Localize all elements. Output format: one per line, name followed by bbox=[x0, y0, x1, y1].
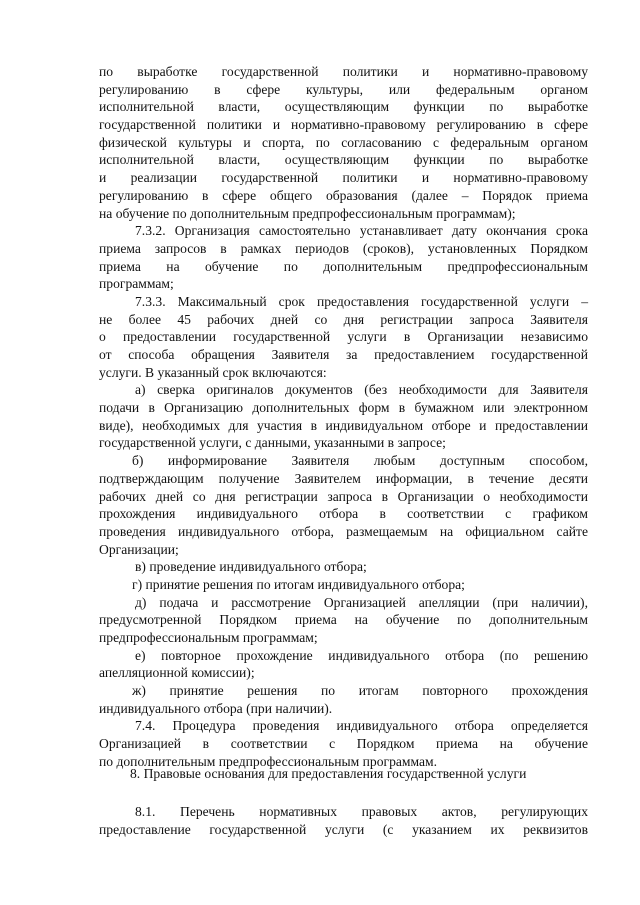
text-line: приема на обучение по дополнительным предпрофессиональным bbox=[99, 258, 588, 274]
text-line: 7.3.3. Максимальный срок предоставления государственной услуги – bbox=[135, 293, 588, 309]
text-line: регулированию в сфере культуры, или федеральным органом bbox=[99, 81, 588, 97]
text-line: государственной политики и нормативно-правовому регулированию в сфере bbox=[99, 117, 588, 133]
text-line: подтверждающим получение Заявителем информации, в течение десяти bbox=[99, 470, 588, 486]
text-line: о предоставлении государственной услуги в Организации независимо bbox=[99, 329, 588, 345]
text-line: от способа обращения Заявителя за предоставлением государственной bbox=[99, 347, 588, 362]
text-line: 7.4. Процедура проведения индивидуального отбора определяется bbox=[135, 718, 588, 734]
text-line: на обучение по дополнительным предпрофессиональным программам); bbox=[99, 205, 516, 221]
text-line: г) принятие решения по итогам индивидуального отбора; bbox=[132, 576, 465, 592]
text-line: предоставление государственной услуги (с указанием их реквизитов bbox=[99, 821, 588, 837]
text-line: государственной услуги, с данными, указанными в запросе; bbox=[99, 435, 446, 451]
text-line: исполнительной власти, осуществляющим функции по выработке bbox=[99, 99, 588, 115]
section-body-text bbox=[99, 803, 588, 838]
text-line: Организацией в соответствии с Порядком приема на обучение bbox=[99, 736, 588, 752]
text-line: е) повторное прохождение индивидуального отбора (по решению bbox=[135, 647, 588, 663]
text-line: исполнительной власти, осуществляющим функции по выработке bbox=[99, 152, 588, 168]
section-heading: 8. Правовые основания для предоставления государственной услуги bbox=[130, 766, 527, 781]
text-line: проведения индивидуального отбора, размещаемым на официальном сайте bbox=[99, 523, 588, 539]
text-line: д) подача и рассмотрение Организацией апелляции (при наличии), bbox=[135, 594, 588, 610]
text-line: предусмотренной Порядком приема на обучение по дополнительным bbox=[99, 612, 588, 628]
text-line: по выработке государственной политики и нормативно-правовому bbox=[99, 64, 588, 79]
body-text bbox=[99, 63, 588, 771]
text-line: не более 45 рабочих дней со дня регистрации запроса Заявителя bbox=[99, 311, 588, 327]
text-line: программам; bbox=[99, 276, 174, 292]
text-line: физической культуры и спорта, по согласованию с федеральным органом bbox=[99, 134, 588, 150]
text-line: а) сверка оригиналов документов (без необходимости для Заявителя bbox=[135, 382, 588, 398]
text-line: индивидуального отбора (при наличии). bbox=[99, 700, 333, 716]
text-line: 7.3.2. Организация самостоятельно устанавливает дату окончания срока bbox=[135, 223, 588, 239]
text-line: Организации; bbox=[99, 541, 179, 557]
text-line: услуги. В указанный срок включаются: bbox=[99, 364, 327, 380]
text-line: прохождения индивидуального отбора в соответствии с графиком bbox=[99, 506, 588, 522]
text-line: регулированию в сфере общего образования (далее – Порядок приема bbox=[99, 187, 588, 203]
text-line: в) проведение индивидуального отбора; bbox=[135, 559, 367, 575]
text-line: виде), необходимых для участия в индивидуальном отборе и предоставлении bbox=[99, 417, 588, 433]
text-line: и реализации государственной политики и нормативно-правовому bbox=[99, 170, 588, 186]
text-line: 8.1. Перечень нормативных правовых актов, регулирующих bbox=[135, 804, 588, 819]
text-line: б) информирование Заявителя любым доступным способом, bbox=[132, 453, 588, 469]
text-line: приема запросов в рамках периодов (сроков), установленных Порядком bbox=[99, 240, 588, 256]
text-line: предпрофессиональным программам; bbox=[99, 630, 318, 645]
text-line: по дополнительным предпрофессиональным программам. bbox=[99, 753, 438, 769]
text-line: подачи в Организацию дополнительных форм в бумажном или электронном bbox=[99, 400, 588, 416]
text-line: рабочих дней со дня регистрации запроса в Организации о необходимости bbox=[99, 488, 588, 504]
text-line: апелляционной комиссии); bbox=[99, 665, 255, 681]
text-line: ж) принятие решения по итогам повторного прохождения bbox=[132, 683, 588, 699]
